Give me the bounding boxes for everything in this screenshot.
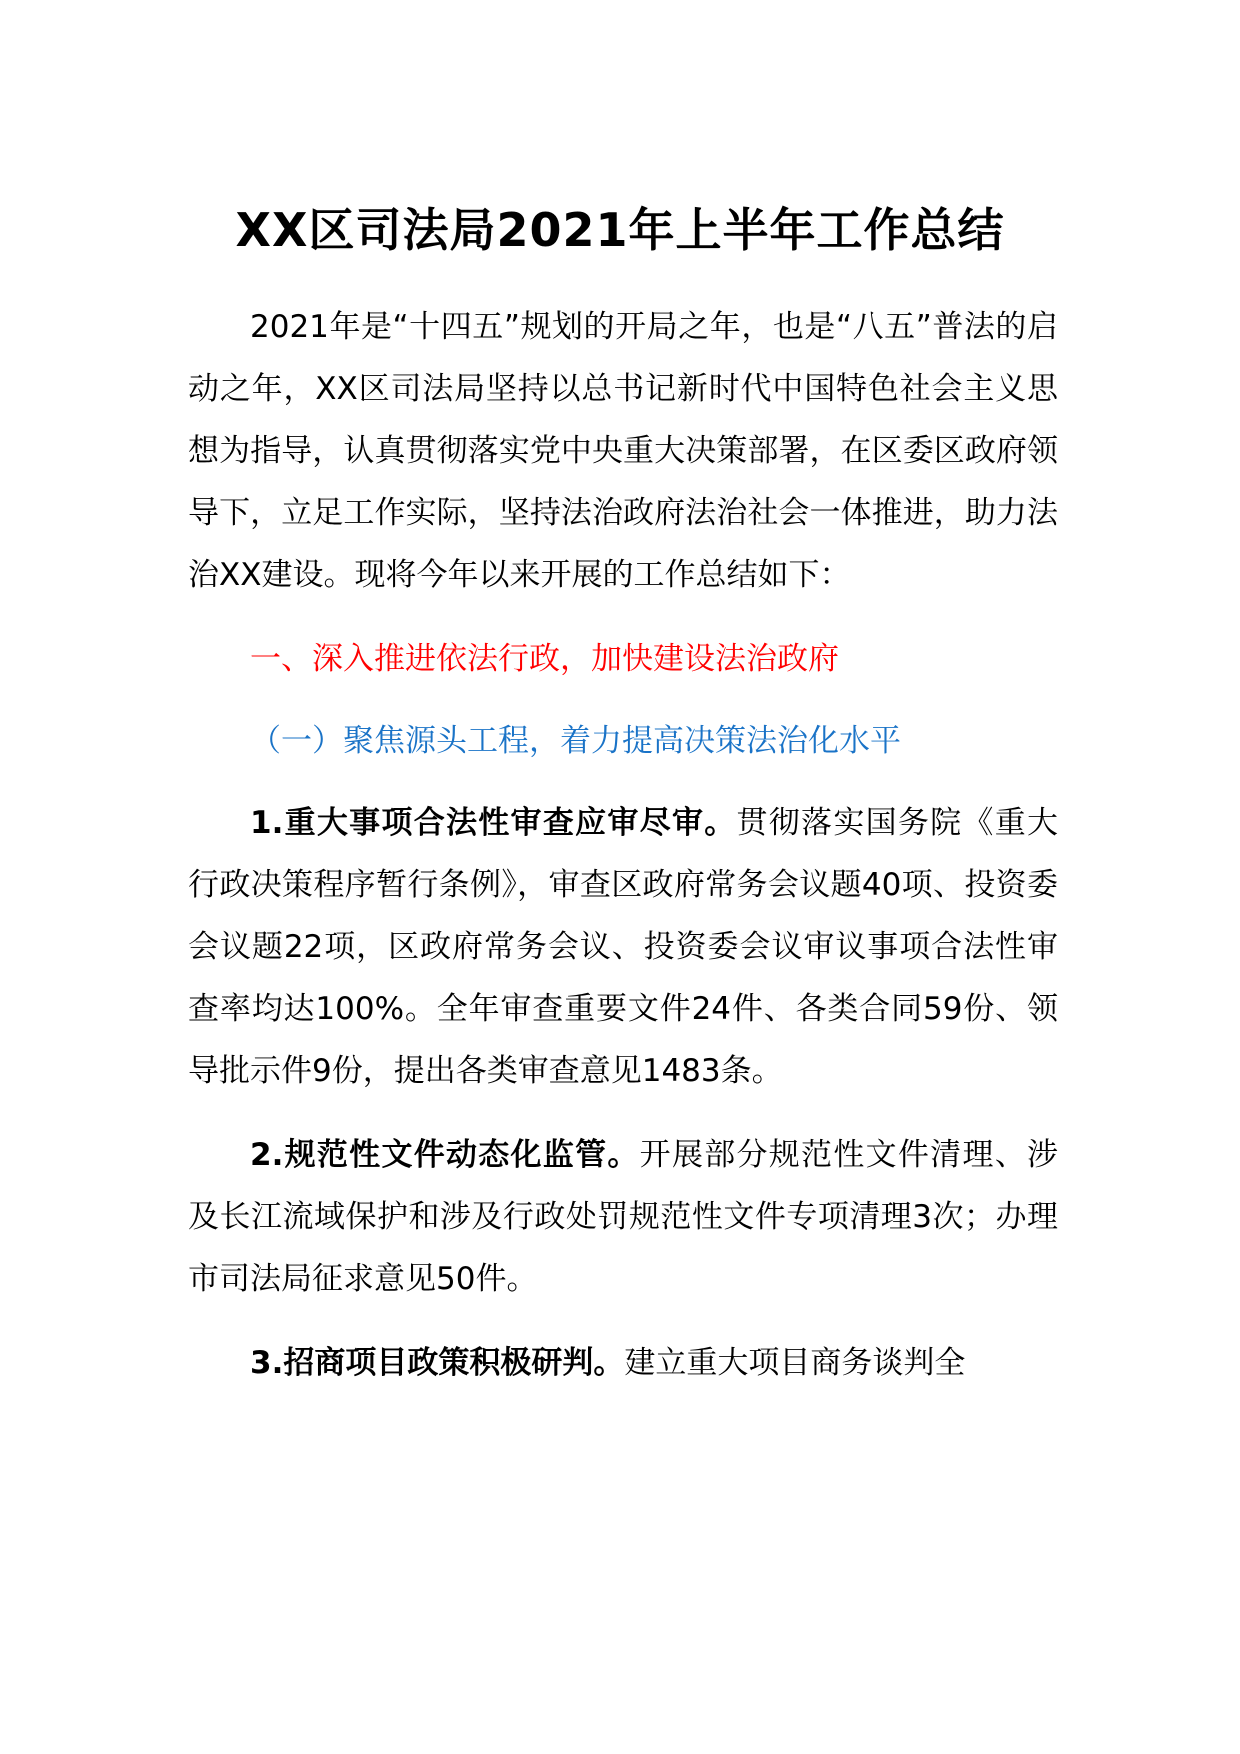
item-paragraph-2	[188, 1124, 1058, 1310]
item-lead: 1.重大事项合法性审查应审尽审。	[250, 805, 737, 841]
intro-paragraph: 2021年是“十四五”规划的开局之年，也是“八五”普法的启动之年，XX区司法局坚持以总书记新时代中国特色社会主义思想为指导，认真贯彻落实党中央重大决策部署，在区委区政府领导下，立足工作实际，坚持法治政府法治社会一体推进，助力法治XX建设。现将今年以来开展的工作总结如下：	[188, 309, 1058, 593]
item-text: 开展部分规范性文件清理、涉及长江流域保护和涉及行政处罚规范性文件专项清理3次；办理市司法局征求意见50件。	[188, 1137, 1058, 1297]
subsection-heading: （一）聚焦源头工程，着力提高决策法治化水平	[250, 723, 901, 759]
item-lead: 2.规范性文件动态化监管。	[250, 1137, 640, 1173]
item-text: 建立重大项目商务谈判全	[624, 1345, 966, 1381]
item-text: 贯彻落实国务院《重大行政决策程序暂行条例》，审查区政府常务会议题40项、投资委会议题22项，区政府常务会议、投资委会议审议事项合法性审查率均达100%。全年审查重要文件24件、各类合同59份、领导批示件9份，提出各类审查意见1483条。	[188, 805, 1058, 1089]
item-lead: 3.招商项目政策积极研判。	[250, 1345, 625, 1381]
section-heading: 一、深入推进依法行政，加快建设法治政府	[250, 641, 839, 677]
document-title: XX区司法局2021年上半年工作总结	[235, 203, 1005, 257]
document-body	[188, 296, 1058, 1416]
item-paragraph-1	[188, 792, 1058, 1102]
item-paragraph-3	[188, 1332, 1058, 1394]
